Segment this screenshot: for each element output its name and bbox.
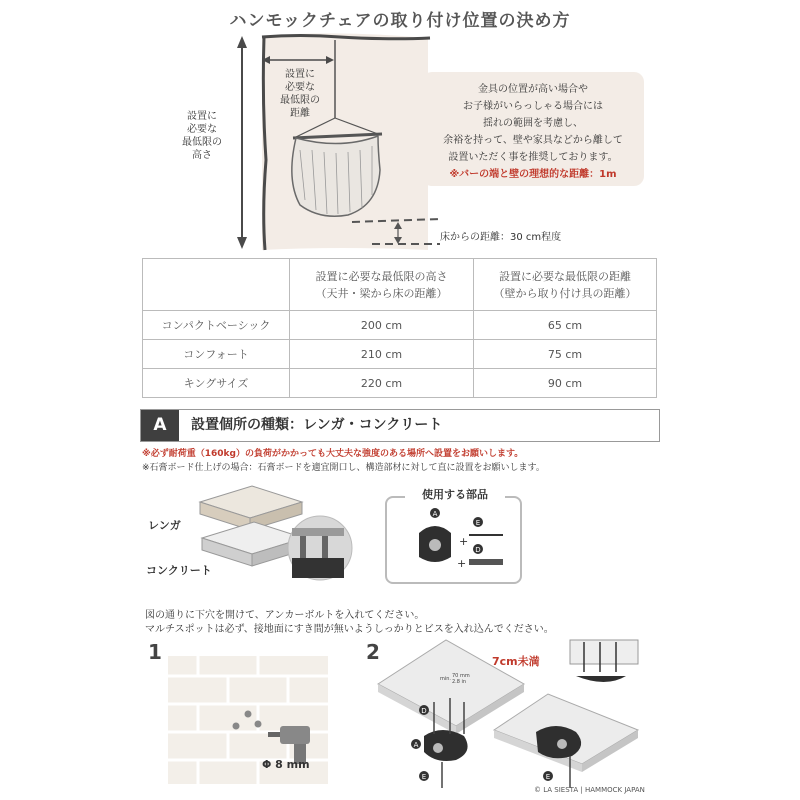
page-title: ハンモックチェアの取り付け位置の決め方 [229,11,571,31]
model-name: コンフォート [143,340,290,369]
info-line: お子様がいらっしゃる場合には [463,101,603,112]
svg-text:D: D [421,707,427,715]
min-distance-label [276,68,324,120]
distance-value: 90 cm [474,369,657,398]
floor-distance-label: 床からの距離：30 cm程度 [440,232,562,243]
svg-text:E: E [545,773,551,781]
gap-limit-label: 7cm未満 [492,655,540,668]
svg-text:A: A [413,741,419,749]
distance-value: 65 cm [474,311,657,340]
instruction-line-1: 図の通りに下穴を開けて、アンカーボルトを入れてください。 [145,610,425,621]
table-header-row [143,259,657,311]
drill-hole [255,721,262,728]
svg-text:D: D [475,546,481,554]
copyright: © LA SIESTA | HAMMOCK JAPAN [534,786,645,794]
table-row [143,340,657,369]
drill-hole [233,723,240,730]
header-text: 設置に必要な最低限の高さ [315,269,448,283]
distance-value: 75 cm [474,340,657,369]
table-row [143,311,657,340]
height-value: 210 cm [290,340,474,369]
step-1-number: 1 [148,640,162,664]
label-line: 最低限の [280,95,320,106]
table-header-height [290,259,474,311]
concrete-label: コンクリート [146,564,212,577]
section-badge: A [141,410,179,441]
svg-text:A: A [432,510,438,518]
step-2-number: 2 [366,640,380,664]
svg-text:E: E [421,773,427,781]
height-value: 200 cm [290,311,474,340]
min-height-label [172,110,232,162]
gap-inset [570,640,638,664]
model-name: キングサイズ [143,369,290,398]
info-line: 金具の位置が高い場合や [478,84,588,95]
bracket-to-install [424,730,468,761]
instruction-line-2: マルチスポットは必ず、接地面にすき間が無いようしっかりとビスを入れ込んでください。 [145,624,554,635]
info-line: 設置いただく事を推奨しております。 [448,152,618,163]
table-header-distance [474,259,657,311]
drill-hole [245,711,252,718]
label-line: 高さ [192,150,212,161]
label-line: 距離 [290,108,310,119]
info-box [422,72,644,186]
label-line: 必要な [187,124,217,135]
svg-text:E: E [475,519,481,527]
room-area [262,33,428,250]
height-value: 220 cm [290,369,474,398]
hammock-chair [292,136,380,216]
load-warning-note: ※必ず耐荷重（160kg）の負荷がかかっても大丈夫な強度のある場所へ設置をお願いします。 [142,449,524,459]
ideal-distance-note: ※バーの端と壁の理想的な距離：1m [449,169,617,180]
info-line: 揺れの範囲を考慮し、 [483,118,583,129]
model-name: コンパクトベーシック [143,311,290,340]
label-line: 必要な [285,82,315,93]
parts-illustration [405,505,515,580]
svg-text:+: + [459,535,469,548]
drill-icon [280,726,310,744]
label-line: 設置に [285,69,315,80]
info-line: 余裕を持って、壁や家具などから離して [443,135,623,146]
header-text: （天井・梁から床の距離） [315,286,448,300]
gypsum-board-note: ※石膏ボード仕上げの場合：石膏ボードを適宜開口し、構造部材に対して直に設置をお願いします。 [142,463,545,473]
table-row [143,369,657,398]
header-text: 設置に必要な最低限の距離 [499,269,631,283]
materials-illustration [190,480,370,590]
hammock-chair-diagram [0,0,800,260]
parts-title: 使用する部品 [405,486,505,502]
brick-label: レンガ [148,519,181,532]
header-text: （壁から取り付け具の距離） [493,286,637,300]
dim-min: min. [440,676,452,682]
svg-text:+: + [457,557,467,570]
dim-in: 2.8 in [452,679,467,685]
anchor-bolt [469,559,503,565]
label-line: 設置に [187,111,217,122]
drill-size-label: Φ 8 mm [262,758,310,771]
table-header-empty [143,259,290,311]
label-line: 最低限の [182,137,222,148]
dim-mm: 70 mm [452,673,470,679]
section-a-header [140,409,660,442]
spec-table [142,258,657,398]
section-title: 設置個所の種類：レンガ・コンクリート [191,417,443,433]
